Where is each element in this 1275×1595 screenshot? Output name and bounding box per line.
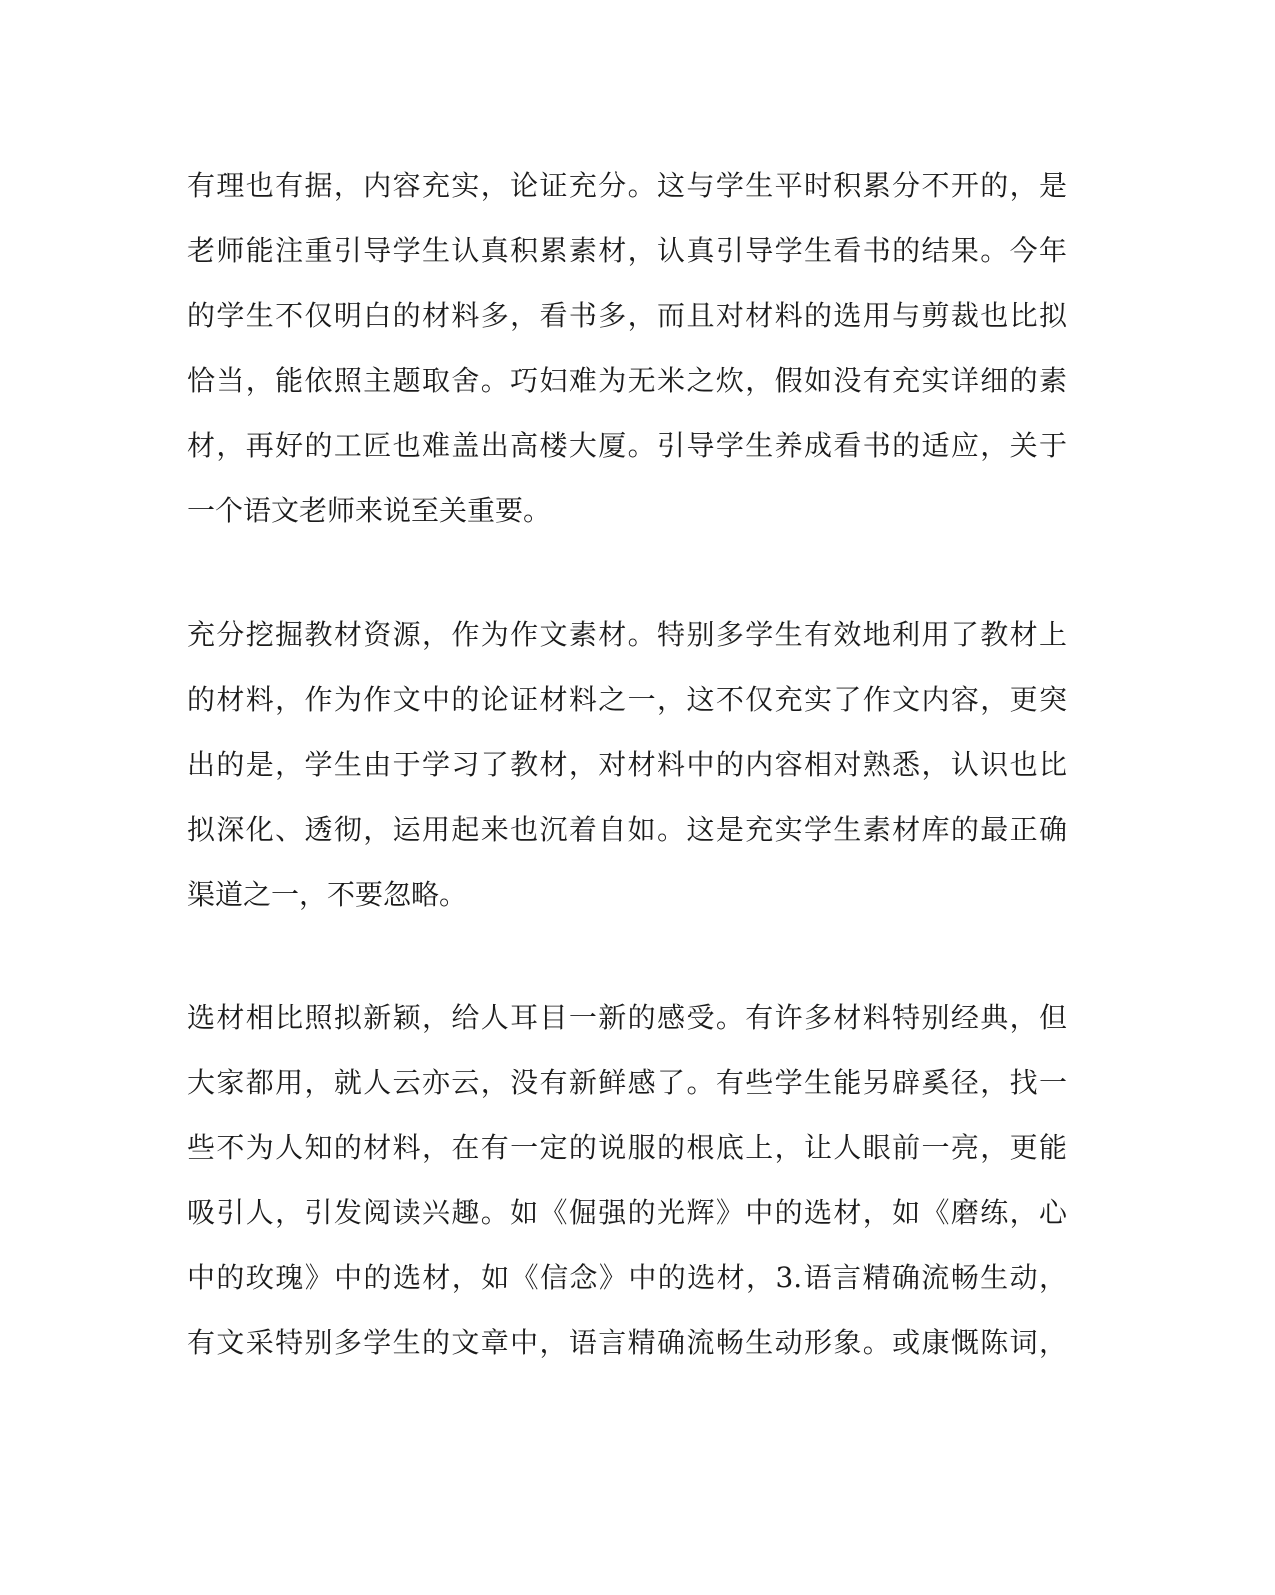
- paragraph-line: 的学生不仅明白的材料多，看书多，而且对材料的选用与剪裁也比拟: [187, 299, 1067, 332]
- paragraph-line: 中的玫瑰》中的选材，如《信念》中的选材，3.语言精确流畅生动，: [187, 1261, 1067, 1294]
- paragraph-line: 拟深化、透彻，运用起来也沉着自如。这是充实学生素材库的最正确: [187, 813, 1067, 846]
- paragraph-1: [187, 153, 1067, 543]
- paragraph-line: 出的是，学生由于学习了教材，对材料中的内容相对熟悉，认识也比: [187, 748, 1067, 781]
- paragraph-line: 有理也有据，内容充实，论证充分。这与学生平时积累分不开的，是: [187, 169, 1067, 202]
- paragraph-line: 些不为人知的材料，在有一定的说服的根底上，让人眼前一亮，更能: [187, 1131, 1067, 1164]
- paragraph-line: 有文采特别多学生的文章中，语言精确流畅生动形象。或康慨陈词，: [187, 1326, 1067, 1359]
- paragraph-line: 老师能注重引导学生认真积累素材，认真引导学生看书的结果。今年: [187, 234, 1067, 267]
- paragraph-line: 吸引人，引发阅读兴趣。如《倔强的光辉》中的选材，如《磨练，心: [187, 1196, 1067, 1229]
- paragraph-line: 渠道之一，不要忽略。: [187, 878, 468, 911]
- paragraph-line: 选材相比照拟新颖，给人耳目一新的感受。有许多材料特别经典，但: [187, 1001, 1067, 1034]
- paragraph-line: 大家都用，就人云亦云，没有新鲜感了。有些学生能另辟奚径，找一: [187, 1066, 1067, 1099]
- paragraph-2: [187, 602, 1067, 927]
- paragraph-line: 恰当，能依照主题取舍。巧妇难为无米之炊，假如没有充实详细的素: [187, 364, 1067, 397]
- paragraph-line: 的材料，作为作文中的论证材料之一，这不仅充实了作文内容，更突: [187, 683, 1067, 716]
- paragraph-line: 材，再好的工匠也难盖出高楼大厦。引导学生养成看书的适应，关于: [187, 429, 1067, 462]
- paragraph-3: [187, 985, 1067, 1375]
- paragraph-line: 充分挖掘教材资源，作为作文素材。特别多学生有效地利用了教材上: [187, 618, 1067, 651]
- paragraph-line: 一个语文老师来说至关重要。: [187, 494, 552, 527]
